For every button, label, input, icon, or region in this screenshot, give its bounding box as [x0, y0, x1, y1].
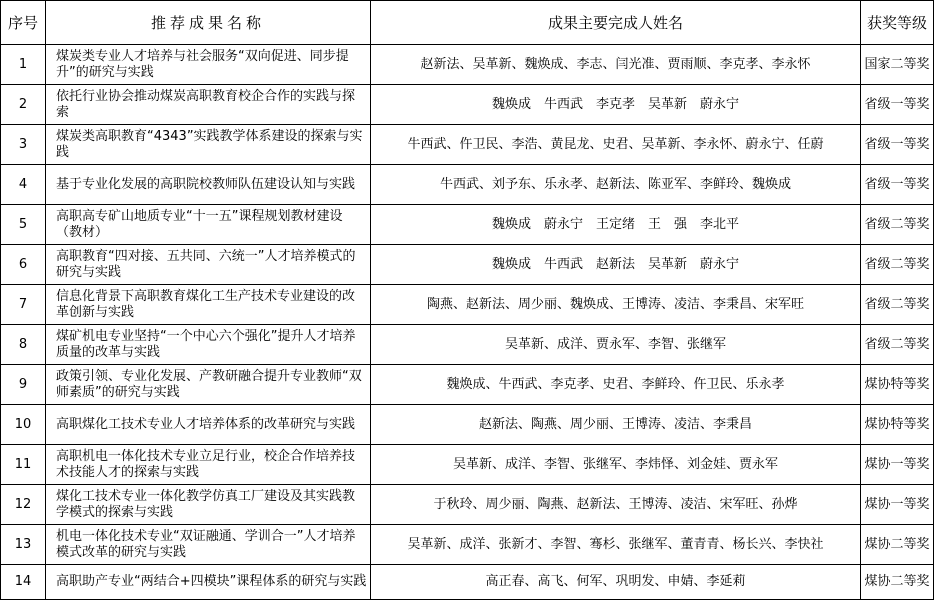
row-contributors: 赵新法、陶燕、周少丽、王博涛、凌洁、李秉昌 — [371, 405, 861, 445]
table-row — [1, 325, 934, 365]
row-award-level: 煤协特等奖 — [861, 405, 934, 445]
row-achievement-name: 煤化工技术专业一体化教学仿真工厂建设及其实践教学模式的探索与实践 — [46, 485, 371, 525]
row-achievement-name: 政策引领、专业化发展、产教研融合提升专业教师“双师素质”的研究与实践 — [46, 365, 371, 405]
row-contributors: 吴革新、成洋、张新才、李智、骞杉、张继军、董青青、杨长兴、李快社 — [371, 525, 861, 565]
table-row — [1, 525, 934, 565]
table-row — [1, 205, 934, 245]
row-contributors: 魏焕成 蔚永宁 王定绪 王 强 李北平 — [371, 205, 861, 245]
table-row — [1, 565, 934, 600]
table-row — [1, 445, 934, 485]
row-no: 7 — [1, 285, 46, 325]
row-contributors: 高正春、高飞、何军、巩明发、申婧、李延莉 — [371, 565, 861, 600]
row-no: 11 — [1, 445, 46, 485]
row-achievement-name: 高职高专矿山地质专业“十一五”课程规划教材建设（教材） — [46, 205, 371, 245]
row-award-level: 煤协一等奖 — [861, 485, 934, 525]
row-award-level: 省级二等奖 — [861, 245, 934, 285]
row-award-level: 省级二等奖 — [861, 325, 934, 365]
row-award-level: 国家二等奖 — [861, 45, 934, 85]
row-no: 13 — [1, 525, 46, 565]
header-main-contributors: 成果主要完成人姓名 — [371, 1, 861, 45]
header-award-level: 获奖等级 — [861, 1, 934, 45]
row-no: 1 — [1, 45, 46, 85]
table-row — [1, 85, 934, 125]
row-achievement-name: 煤炭类专业人才培养与社会服务“双向促进、同步提升”的研究与实践 — [46, 45, 371, 85]
row-award-level: 煤协二等奖 — [861, 525, 934, 565]
row-award-level: 省级一等奖 — [861, 165, 934, 205]
table-row — [1, 125, 934, 165]
table-row — [1, 165, 934, 205]
row-achievement-name: 基于专业化发展的高职院校教师队伍建设认知与实践 — [46, 165, 371, 205]
row-award-level: 煤协特等奖 — [861, 365, 934, 405]
row-contributors: 魏焕成 牛西武 李克孝 吴革新 蔚永宁 — [371, 85, 861, 125]
table-row — [1, 285, 934, 325]
table-row — [1, 405, 934, 445]
row-achievement-name: 高职教育“四对接、五共同、六统一”人才培养模式的研究与实践 — [46, 245, 371, 285]
row-contributors: 于秋玲、周少丽、陶燕、赵新法、王博涛、凌洁、宋军旺、孙烨 — [371, 485, 861, 525]
row-award-level: 煤协一等奖 — [861, 445, 934, 485]
row-achievement-name: 机电一体化技术专业“双证融通、学训合一”人才培养模式改革的研究与实践 — [46, 525, 371, 565]
row-contributors: 赵新法、吴革新、魏焕成、李志、闫光准、贾雨顺、李克孝、李永怀 — [371, 45, 861, 85]
header-no: 序号 — [1, 1, 46, 45]
row-no: 14 — [1, 565, 46, 600]
table-row — [1, 485, 934, 525]
row-no: 8 — [1, 325, 46, 365]
table-row — [1, 245, 934, 285]
row-no: 12 — [1, 485, 46, 525]
row-contributors: 吴革新、成洋、李智、张继军、李炜怿、刘金娃、贾永军 — [371, 445, 861, 485]
table-row — [1, 45, 934, 85]
row-achievement-name: 煤矿机电专业坚持“一个中心六个强化”提升人才培养质量的改革与实践 — [46, 325, 371, 365]
row-achievement-name: 依托行业协会推动煤炭高职教育校企合作的实践与探索 — [46, 85, 371, 125]
row-achievement-name: 高职机电一体化技术专业立足行业，校企合作培养技术技能人才的探索与实践 — [46, 445, 371, 485]
row-achievement-name: 信息化背景下高职教育煤化工生产技术专业建设的改革创新与实践 — [46, 285, 371, 325]
header-achievement-name: 推荐成果名称 — [46, 1, 371, 45]
row-contributors: 魏焕成 牛西武 赵新法 吴革新 蔚永宁 — [371, 245, 861, 285]
row-no: 9 — [1, 365, 46, 405]
row-award-level: 省级二等奖 — [861, 205, 934, 245]
row-achievement-name: 煤炭类高职教育“4343”实践教学体系建设的探索与实践 — [46, 125, 371, 165]
row-award-level: 省级一等奖 — [861, 125, 934, 165]
row-no: 5 — [1, 205, 46, 245]
row-achievement-name: 高职煤化工技术专业人才培养体系的改革研究与实践 — [46, 405, 371, 445]
row-no: 3 — [1, 125, 46, 165]
row-award-level: 省级一等奖 — [861, 85, 934, 125]
row-achievement-name: 高职助产专业“两结合+四模块”课程体系的研究与实践 — [46, 565, 371, 600]
row-award-level: 省级二等奖 — [861, 285, 934, 325]
row-no: 6 — [1, 245, 46, 285]
header-row — [1, 1, 934, 45]
row-no: 2 — [1, 85, 46, 125]
row-award-level: 煤协二等奖 — [861, 565, 934, 600]
row-contributors: 牛西武、仵卫民、李浩、黄昆龙、史君、吴革新、李永怀、蔚永宁、任蔚 — [371, 125, 861, 165]
row-contributors: 陶燕、赵新法、周少丽、魏焕成、王博涛、凌洁、李秉昌、宋军旺 — [371, 285, 861, 325]
row-no: 10 — [1, 405, 46, 445]
row-contributors: 吴革新、成洋、贾永军、李智、张继军 — [371, 325, 861, 365]
row-contributors: 牛西武、刘予东、乐永孝、赵新法、陈亚军、李鲜玲、魏焕成 — [371, 165, 861, 205]
row-contributors: 魏焕成、牛西武、李克孝、史君、李鲜玲、仵卫民、乐永孝 — [371, 365, 861, 405]
table-row — [1, 365, 934, 405]
row-no: 4 — [1, 165, 46, 205]
